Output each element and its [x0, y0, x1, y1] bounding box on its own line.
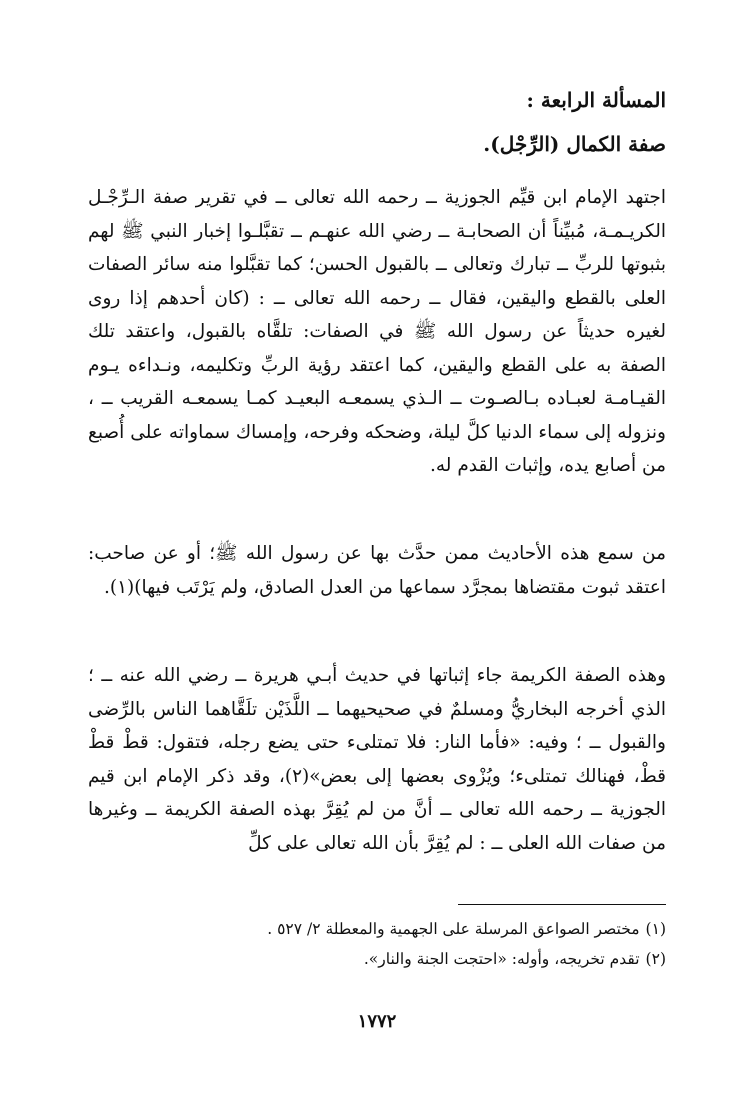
footnote-separator: [458, 904, 666, 905]
footnote-2-number: (٢): [645, 950, 666, 968]
section-title: صفة الكمال (الرِّجْل).: [483, 132, 666, 156]
footnote-2: [88, 944, 666, 974]
page-number: ١٧٧٢: [357, 1011, 397, 1032]
paragraph-2: من سمع هذه الأحاديث ممن حدَّث بها عن رسول الله ﷺ؛ أو عن صاحب: اعتقد ثبوت مقتضاها بمجرَّد سماعها من العدل الصادق، ولم يَرْتَب فيها)(١).: [88, 543, 666, 598]
paragraph-3: وهذه الصفة الكريمة جاء إثباتها في حديث أبـي هريرة ــ رضي الله عنه ــ ؛ الذي أخرجه البخاريُّ ومسلمٌ في صحيحيهما ــ اللَّذَيْن تلَقَّاهما الناس بالرِّضى والقبول ــ ؛ وفيه: «فأما النار: فلا تمتلىء حتى يضع رجله، فتقول: قطْ قطْ قطْ، فهنالك تمتلىء؛ ويُزْوى بعضها إلى بعض»(٢)، وقد ذكر الإمام ابن قيم الجوزية ــ رحمه الله تعالى ــ أنَّ من لم يُقِرَّ بهذه الصفة الكريمة ــ وغيرها من صفات الله العلى ــ : لم يُقِرَّ بأن الله تعالى على كلِّ: [88, 665, 666, 854]
footnote-1-number: (١): [645, 920, 666, 938]
footnote-1: [88, 914, 666, 944]
footnote-2-text: تقدم تخريجه، وأوله: «احتجت الجنة والنار».: [363, 950, 640, 968]
issue-heading: المسألة الرابعة :: [526, 88, 666, 112]
footnote-1-text: مختصر الصواعق المرسلة على الجهمية والمعطلة ٢/ ٥٢٧ .: [267, 920, 640, 938]
footnotes: [88, 914, 666, 974]
paragraph-1: اجتهد الإمام ابن قيِّم الجوزية ــ رحمه الله تعالى ــ في تقرير صفة الـرِّجْـل الكريـمـة، مُبيِّناً أن الصحابـة ــ رضي الله عنهـم ــ تقبَّلـوا إخبار النبي ﷺ لهم بثبوتها للربِّ ــ تبارك وتعالى ــ بالقبول الحسن؛ كما تقبَّلوا منه سائر الصفات العلى بالقطع واليقين، فقال ــ رحمه الله تعالى ــ : (كان أحدهم إذا روى لغيره حديثاً عن رسول الله ﷺ في الصفات: تلقَّاه بالقبول، واعتقد تلك الصفة به على القطع واليقين، كما اعتقد رؤية الربِّ وتكليمه، ونـداءه يـوم القيـامـة لعبـاده بـالصـوت ــ الـذي يسمعـه البعيـد كمـا يسمعـه القريب ــ ، ونزوله إلى سماء الدنيا كلَّ ليلة، وضحكه وفرحه، وإمساك سماواته على أُصبع من أصابع يده، وإثبات القدم له.: [88, 187, 666, 476]
